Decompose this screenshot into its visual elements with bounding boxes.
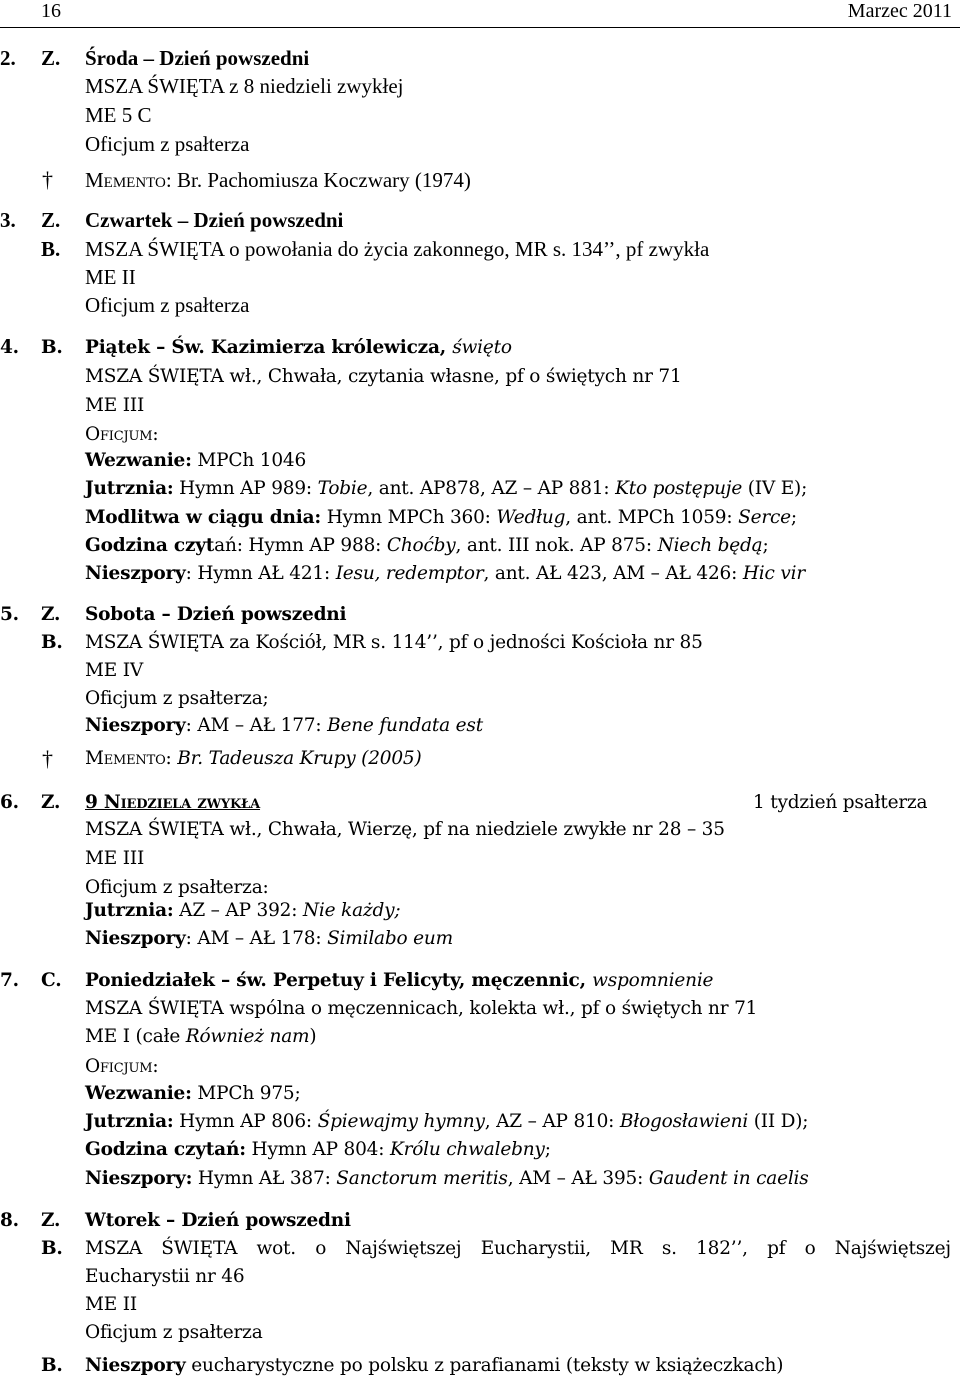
memento-label: Memento xyxy=(85,748,166,769)
entry-7-title xyxy=(0,967,960,995)
office-line: Oficjum z psałterza xyxy=(85,293,250,317)
entry-number: 2. xyxy=(0,46,16,70)
entry-color: Z. xyxy=(41,792,61,813)
entry-color: B. xyxy=(41,1355,63,1376)
entry-title: Wtorek – Dzień powszedni xyxy=(85,1210,351,1231)
entry-title: Piątek – Św. Kazimierza królewicza, xyxy=(85,337,453,358)
entry-number: 3. xyxy=(0,208,16,232)
entry-color: Z. xyxy=(41,604,61,625)
mass-line xyxy=(0,1235,960,1263)
memento-label: Memento xyxy=(85,168,166,192)
dagger-icon: † xyxy=(42,746,53,771)
entry-number: 7. xyxy=(0,970,19,991)
entry-color: Z. xyxy=(41,208,61,232)
me-line: ME III xyxy=(85,848,145,869)
entry-color: Z. xyxy=(41,1210,61,1231)
office-line: Oficjum z psałterza xyxy=(85,1322,263,1343)
me-line: ME 5 C xyxy=(85,103,152,127)
vespers-line: Nieszpory: AM – AŁ 177: Bene fundata est xyxy=(85,715,483,736)
mass-text: MSZA ŚWIĘTA o powołania do życia zakonnego, MR s. 134’’, pf zwykła xyxy=(85,237,710,261)
entry-3-title xyxy=(0,206,960,234)
mass-line: MSZA ŚWIĘTA wspólna o męczennicach, kolekta wł., pf o świętych nr 71 xyxy=(85,998,758,1019)
entry-color: B. xyxy=(41,237,61,261)
me-line: ME III xyxy=(85,395,145,416)
entry-8-title xyxy=(0,1207,960,1235)
invitatory-line: Wezwanie: MPCh 1046 xyxy=(85,450,307,471)
vespers-line: Nieszpory: Hymn AŁ 421: Iesu, redemptor, ant. AŁ 423, AM – AŁ 426: Hic vir xyxy=(85,563,805,584)
office-line: Oficjum z psałterza; xyxy=(85,688,269,709)
mass-line: MSZA ŚWIĘTA z 8 niedzieli zwykłej xyxy=(85,74,404,98)
me-line: ME II xyxy=(85,1294,137,1315)
memento-line xyxy=(0,166,960,194)
entry-color: B. xyxy=(41,1238,63,1259)
office-line: Oficjum z psałterza xyxy=(85,132,250,156)
office-line: Oficjum z psałterza: xyxy=(85,877,269,898)
entry-color: B. xyxy=(41,632,63,653)
psalter-week: 1 tydzień psałterza xyxy=(753,792,928,813)
entry-rank: święto xyxy=(452,337,512,358)
vespers-line: Nieszpory: AM – AŁ 178: Similabo eum xyxy=(85,928,453,949)
entry-5-title xyxy=(0,601,960,629)
entry-title: Czwartek – Dzień powszedni xyxy=(85,208,344,232)
mass-line: MSZA ŚWIĘTA wł., Chwała, czytania własne, pf o świętych nr 71 xyxy=(85,366,682,387)
office-label: Oficjum: xyxy=(85,1056,159,1077)
entry-rank: wspomnienie xyxy=(592,970,714,991)
lauds-line: Jutrznia: Hymn AP 806: Śpiewajmy hymny, AZ – AP 810: Błogosławieni (II D); xyxy=(85,1111,809,1132)
office-label: Oficjum: xyxy=(85,424,159,445)
mass-text: MSZA ŚWIĘTA za Kościół, MR s. 114’’, pf o jedności Kościoła nr 85 xyxy=(85,632,703,653)
me-line: ME I (całe Również nam) xyxy=(85,1026,317,1047)
lauds-line: Jutrznia: Hymn AP 989: Tobie, ant. AP878, AZ – AP 881: Kto postępuje (IV E); xyxy=(85,478,808,499)
mass-text-justified: MSZA ŚWIĘTA wot. o Najświętszej Eucharystii, MR s. 182’’, pf o Najświętszej xyxy=(85,1238,951,1259)
invitatory-line: Wezwanie: MPCh 975; xyxy=(85,1083,301,1104)
me-line: ME IV xyxy=(85,660,143,681)
entry-6-title xyxy=(0,789,960,817)
entry-color: B. xyxy=(41,337,63,358)
entry-4-title xyxy=(0,334,960,362)
memento-line: † Memento: Br. Tadeusza Krupy (2005) xyxy=(42,746,422,771)
mass-line: MSZA ŚWIĘTA wł., Chwała, Wierzę, pf na niedziele zwykłe nr 28 – 35 xyxy=(85,819,725,840)
entry-number: 8. xyxy=(0,1210,19,1231)
entry-title: Sobota – Dzień powszedni xyxy=(85,604,347,625)
mass-continuation: Eucharystii nr 46 xyxy=(85,1266,245,1287)
entry-2-title xyxy=(0,44,960,72)
header-month: Marzec 2011 xyxy=(847,0,952,22)
readings-line: Godzina czytań: Hymn AP 988: Choćby, ant. III nok. AP 875: Niech będą; xyxy=(85,535,769,556)
header-rule xyxy=(0,27,960,28)
entry-color: Z. xyxy=(41,46,61,70)
entry-title: Środa – Dzień powszedni xyxy=(85,46,310,70)
entry-title: 9 Niedziela zwykła xyxy=(85,792,261,813)
entry-title: Poniedziałek – św. Perpetuy i Felicyty, męczennic, xyxy=(85,970,593,991)
vespers-line: Nieszpory: Hymn AŁ 387: Sanctorum meritis, AM – AŁ 395: Gaudent in caelis xyxy=(85,1168,809,1189)
entry-number: 4. xyxy=(0,337,19,358)
entry-number: 6. xyxy=(0,792,19,813)
page-number: 16 xyxy=(41,0,61,22)
mass-line xyxy=(0,235,960,263)
daytime-prayer-line: Modlitwa w ciągu dnia: Hymn MPCh 360: Według, ant. MPCh 1059: Serce; xyxy=(85,507,797,528)
entry-number: 5. xyxy=(0,604,19,625)
page-header xyxy=(0,0,960,30)
memento-text: : Br. Pachomiusza Koczwary (1974) xyxy=(165,168,471,192)
readings-line: Godzina czytań: Hymn AP 804: Królu chwalebny; xyxy=(85,1139,551,1160)
memento-text: Br. Tadeusza Krupy (2005) xyxy=(177,748,422,769)
me-line: ME II xyxy=(85,265,136,289)
vespers-eucharistic-line: B. Nieszpory eucharystyczne po polsku z parafianami (teksty w książeczkach) xyxy=(0,1352,960,1380)
lauds-line: Jutrznia: AZ – AP 392: Nie każdy; xyxy=(85,900,401,921)
mass-line xyxy=(0,629,960,657)
dagger-icon: † xyxy=(42,167,53,192)
entry-color: C. xyxy=(41,970,62,991)
